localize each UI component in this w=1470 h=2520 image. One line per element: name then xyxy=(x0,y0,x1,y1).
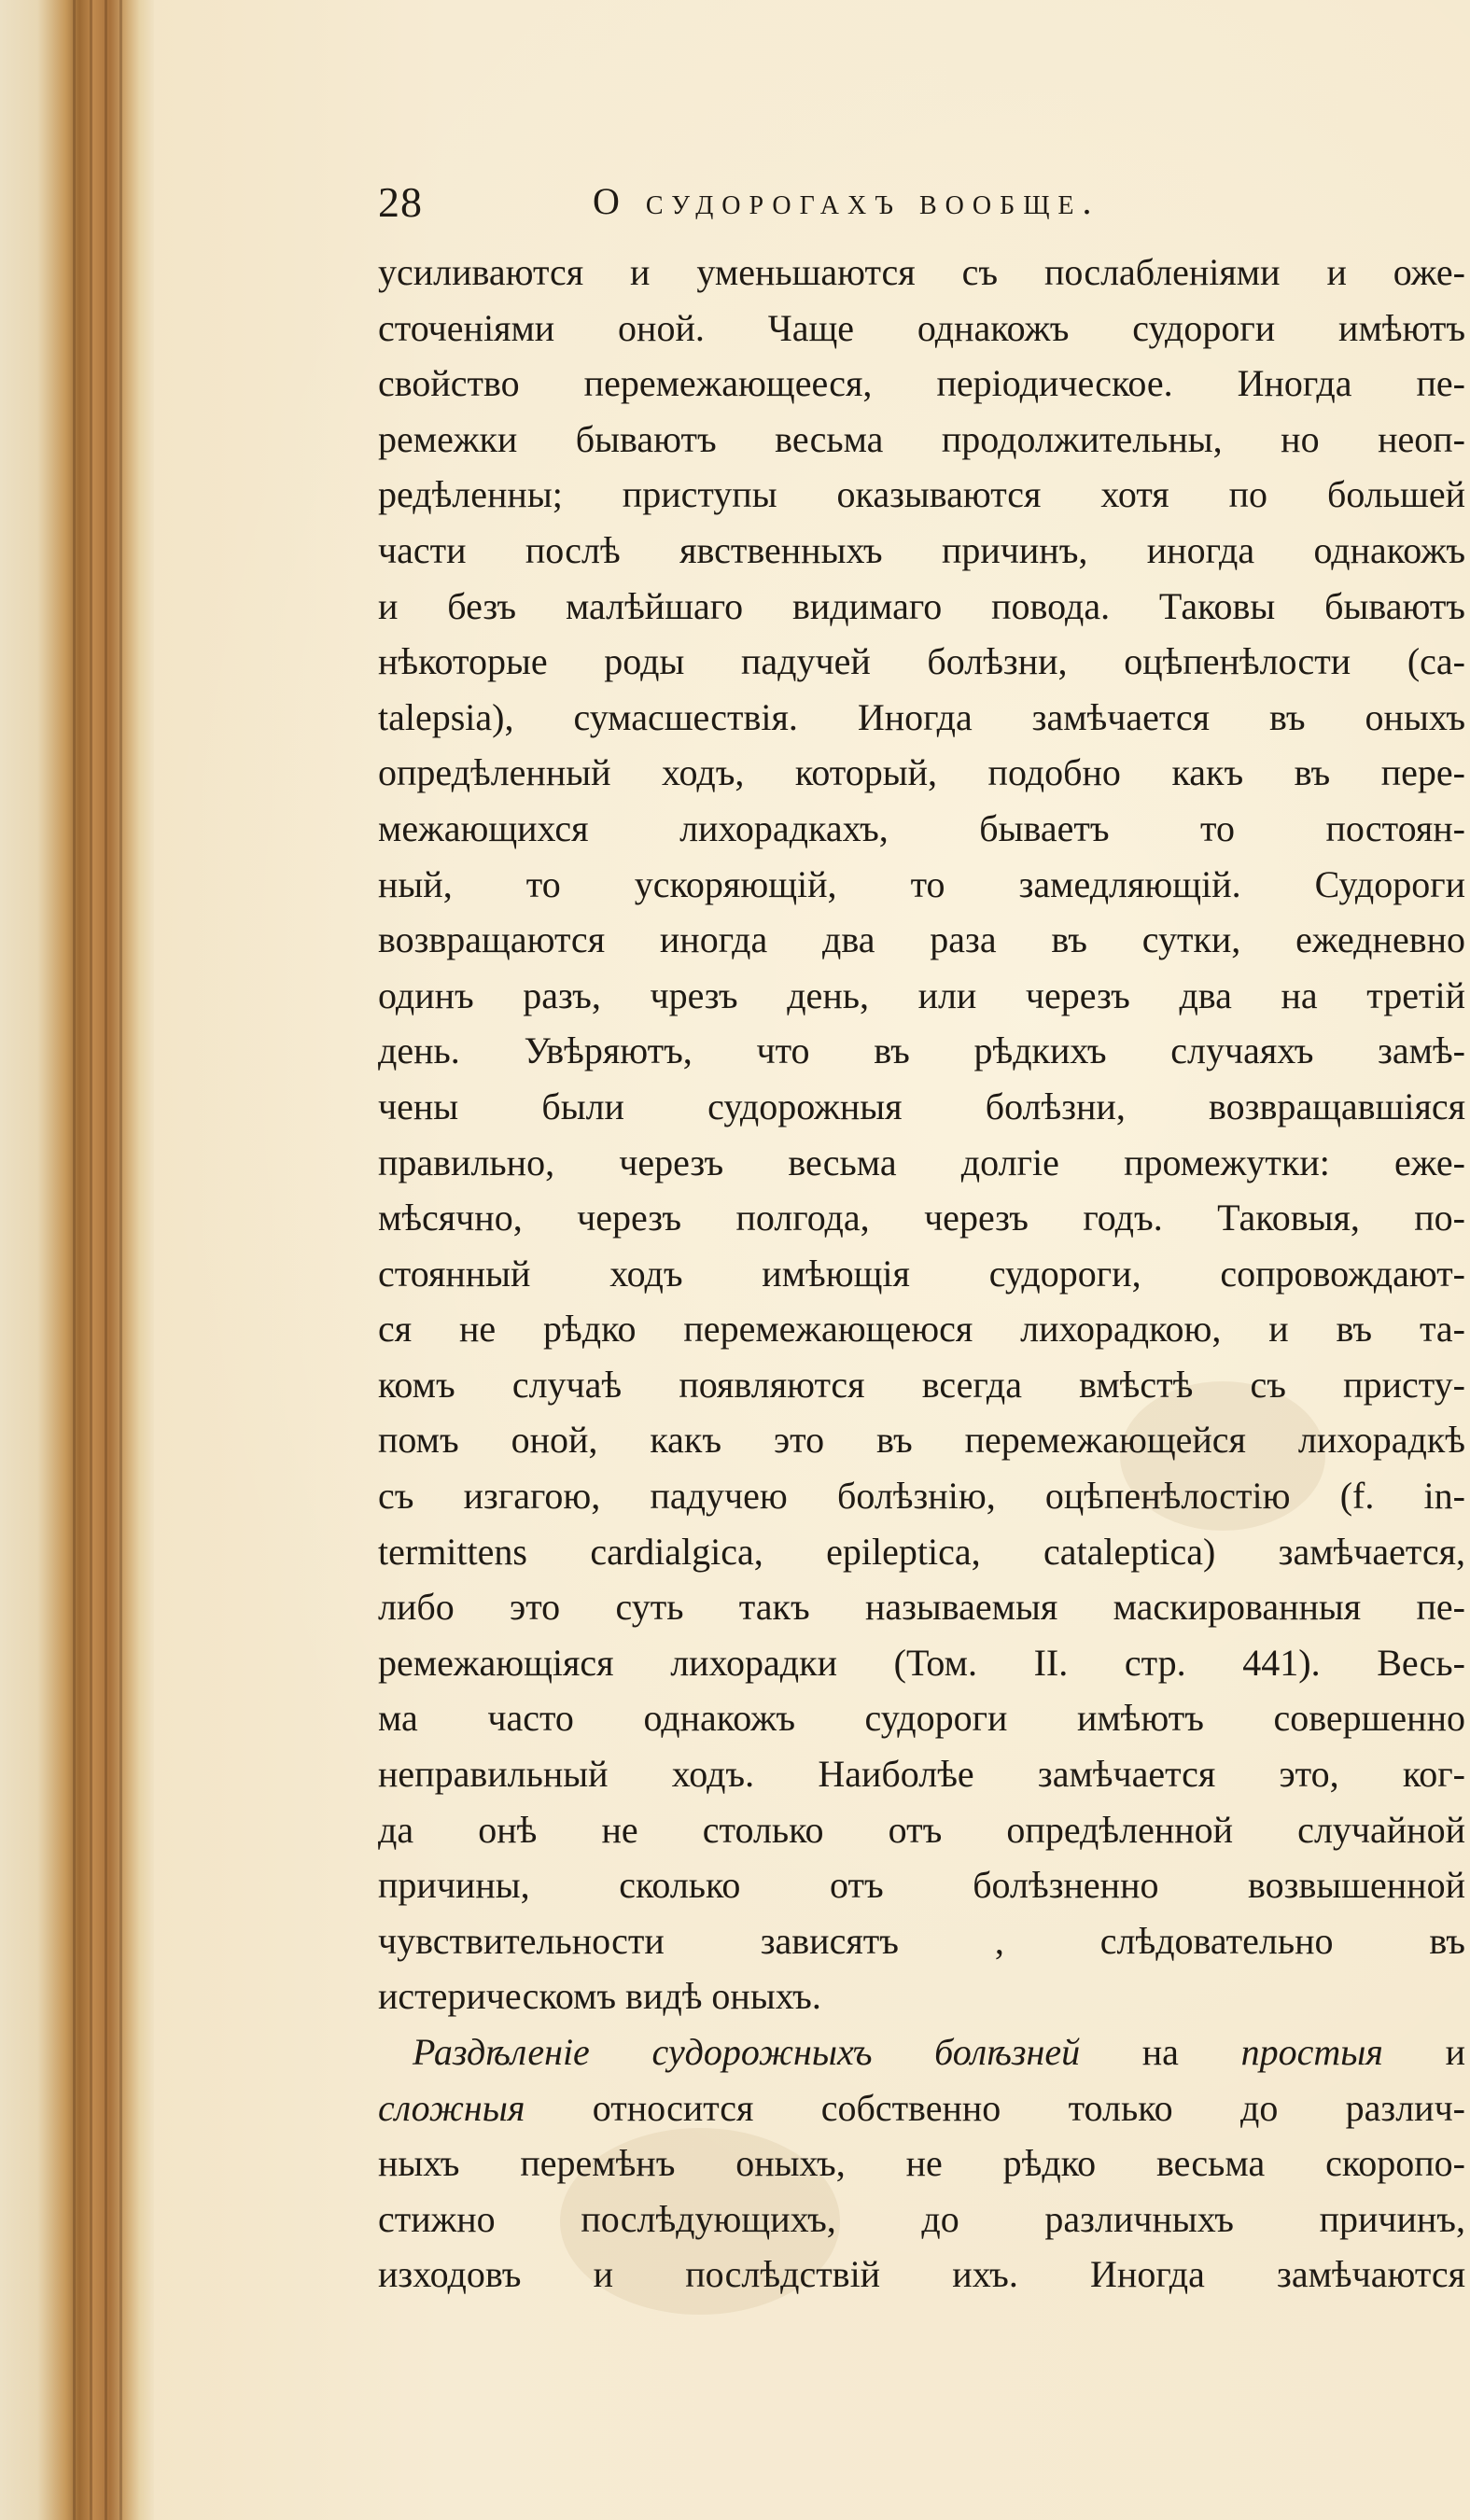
paragraph-2 xyxy=(378,2024,1470,2303)
text-line: либо это суть такъ называемыя маскированныя пе- xyxy=(378,1586,1465,1629)
text-line: опредѣленный ходъ, который, подобно какъ въ пере- xyxy=(378,751,1465,794)
italic-term: Раздѣленіе судорожныхъ болѣзней xyxy=(413,2031,1081,2073)
text-fragment: относится собственно только до различ- xyxy=(525,2086,1465,2129)
text-line: усиливаются и уменьшаются съ послабленіями и оже- xyxy=(378,251,1465,293)
text-line: неправильный ходъ. Наиболѣе замѣчается это, ког- xyxy=(378,1753,1465,1796)
text-line: ремежающіяся лихорадки (Том. II. стр. 441). Весь- xyxy=(378,1641,1465,1684)
text-line: чувствительности зависятъ , слѣдовательно въ xyxy=(378,1919,1465,1962)
text-line: истерическомъ видѣ оныхъ. xyxy=(378,1975,821,2018)
text-line: да онѣ не столько отъ опредѣленной случайной xyxy=(378,1808,1465,1851)
text-line: изходовъ и послѣдствій ихъ. Иногда замѣчаются xyxy=(378,2253,1465,2296)
text-line: правильно, черезъ весьма долгіе промежутки: еже- xyxy=(378,1141,1465,1183)
text-line: помъ оной, какъ это въ перемежающейся лихорадкѣ xyxy=(378,1419,1465,1462)
text-line: межающихся лихорадкахъ, бываетъ то постоян- xyxy=(378,806,1465,849)
text-line: редѣленны; приступы оказываются хотя по большей xyxy=(378,473,1465,516)
text-line: съ изгагою, падучею болѣзнію, оцѣпенѣлостію (f. in- xyxy=(378,1475,1465,1518)
page-text-block xyxy=(378,168,1470,2303)
text-line: ма часто однакожъ судороги имѣютъ совершенно xyxy=(378,1697,1465,1740)
text-line: одинъ разъ, чрезъ день, или черезъ два на третій xyxy=(378,973,1465,1016)
text-line: стижно послѣдующихъ, до различныхъ причинъ, xyxy=(378,2197,1465,2240)
text-line: talepsia), сумасшествія. Иногда замѣчается въ оныхъ xyxy=(378,695,1465,738)
text-line: мѣсячно, черезъ полгода, черезъ годъ. Таковыя, по- xyxy=(378,1197,1465,1239)
text-line: termittens cardialgica, epileptica, cataleptica) замѣчается, xyxy=(378,1530,1465,1573)
text-line: ремежки бываютъ весьма продолжительны, но неоп- xyxy=(378,417,1465,460)
running-head: О судорогахъ вообще. xyxy=(593,180,1100,222)
text-line: и безъ малѣйшаго видимаго повода. Таковы бываютъ xyxy=(378,584,1465,627)
text-line: чены были судорожныя болѣзни, возвращавшіяся xyxy=(378,1085,1465,1127)
text-line: день. Увѣряютъ, что въ рѣдкихъ случаяхъ замѣ- xyxy=(378,1029,1465,1072)
text-line xyxy=(378,2024,1465,2080)
text-line: части послѣ явственныхъ причинъ, иногда однакожъ xyxy=(378,528,1465,571)
text-line: ся не рѣдко перемежающеюся лихорадкою, и въ та- xyxy=(378,1308,1465,1351)
text-line: сточеніями оной. Чаще однакожъ судороги имѣютъ xyxy=(378,306,1465,349)
text-fragment: и xyxy=(1382,2031,1465,2073)
text-line: причины, сколько отъ болѣзненно возвышенной xyxy=(378,1864,1465,1907)
text-line: комъ случаѣ появляются всегда вмѣстѣ съ присту- xyxy=(378,1363,1465,1406)
text-line: свойство перемежающееся, періодическое. Иногда пе- xyxy=(378,362,1465,405)
page-binding-edge xyxy=(0,0,154,2520)
text-line: возвращаются иногда два раза въ сутки, ежедневно xyxy=(378,918,1465,961)
text-line: стоянный ходъ имѣющія судороги, сопровождают- xyxy=(378,1252,1465,1295)
paragraph-1 xyxy=(378,245,1470,2024)
text-fragment: на xyxy=(1080,2031,1241,2073)
text-line xyxy=(378,2080,1465,2136)
text-line: ныхъ перемѣнъ оныхъ, не рѣдко весьма скоропо- xyxy=(378,2142,1465,2185)
page-number: 28 xyxy=(378,178,423,226)
text-line: нѣкоторые роды падучей болѣзни, оцѣпенѣлости (ca- xyxy=(378,640,1465,683)
text-line: ный, то ускоряющій, то замедляющій. Судороги xyxy=(378,862,1465,905)
page-header xyxy=(378,168,1311,243)
italic-term: простыя xyxy=(1240,2031,1383,2073)
italic-term: сложныя xyxy=(378,2086,525,2129)
